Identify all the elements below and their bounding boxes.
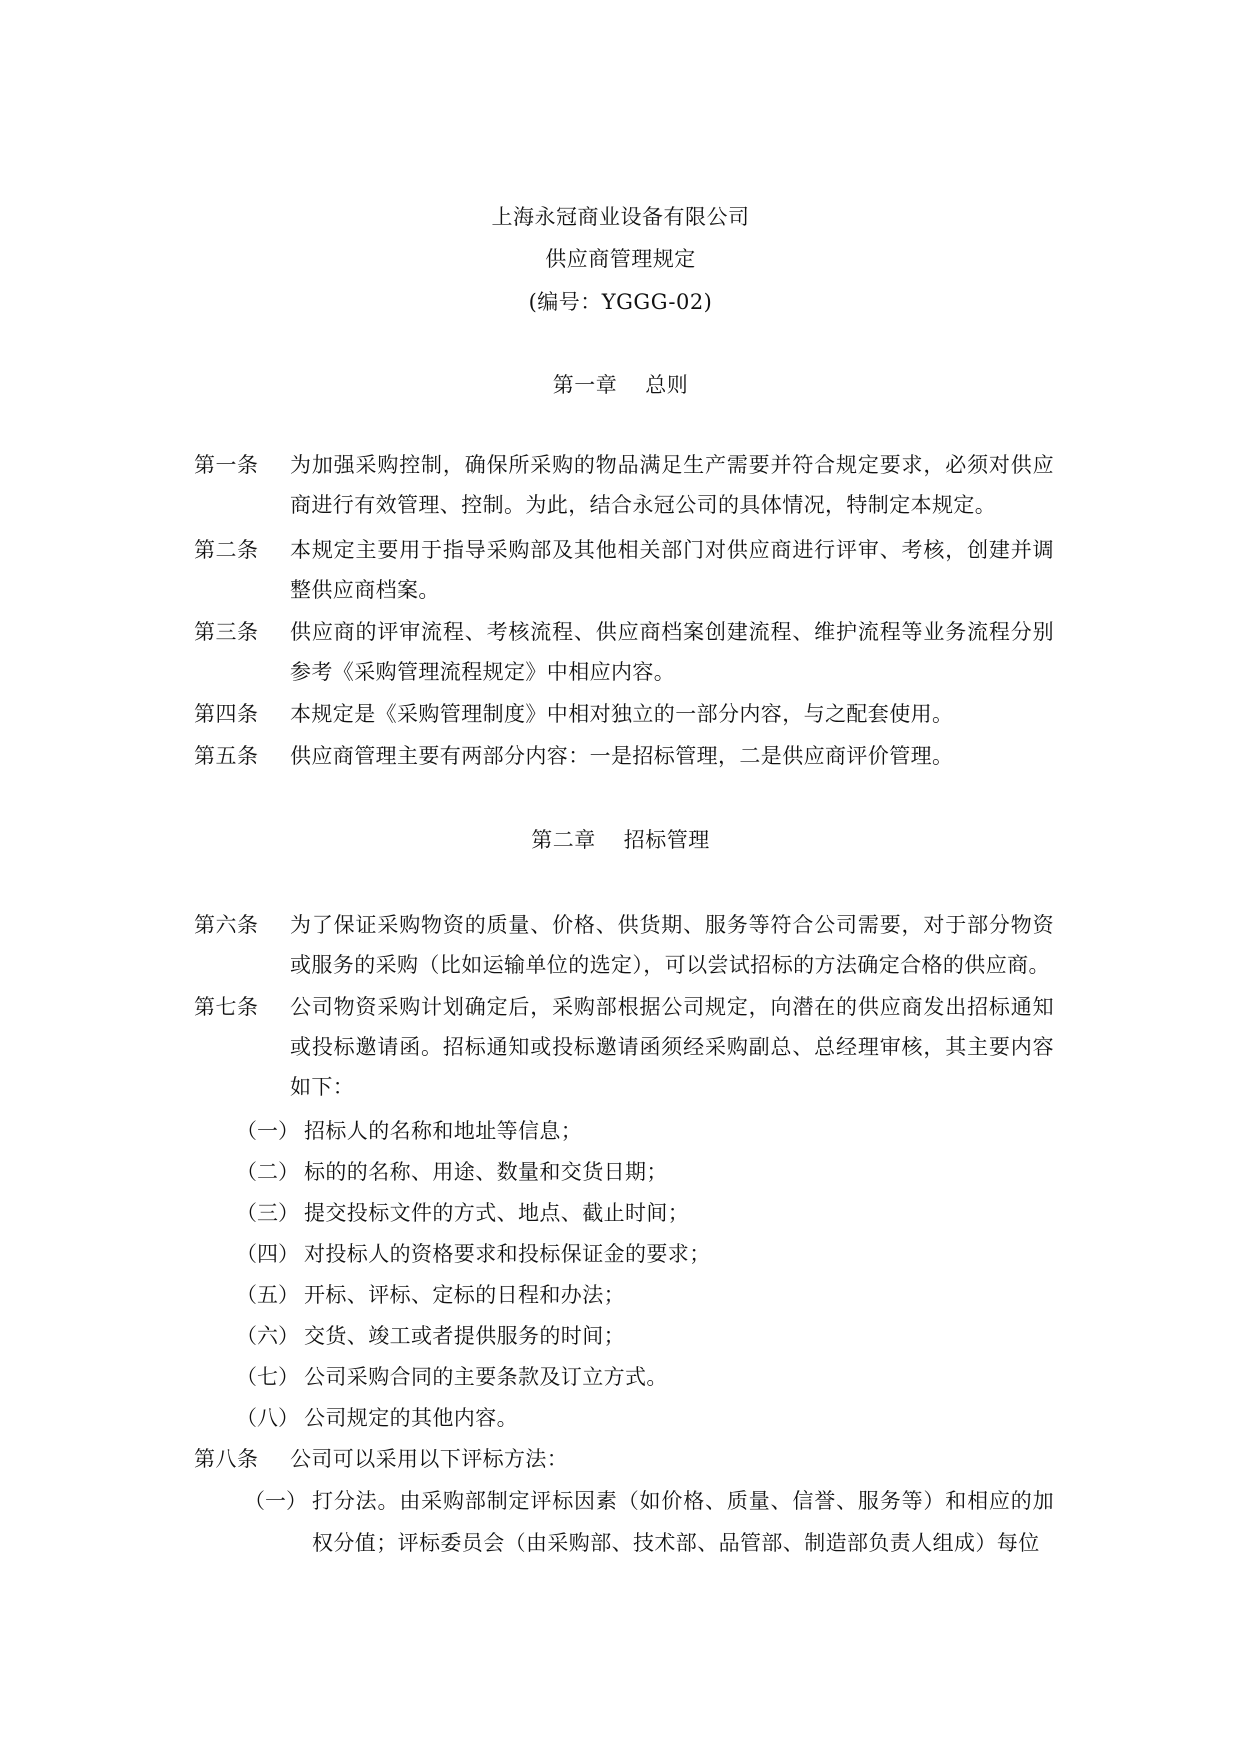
list-item-text: 打分法。由采购部制定评标因素（如价格、质量、信誉、服务等）和相应的加权分值；评标委员会（由采购部、技术部、品管部、制造部负责人组成）每位 bbox=[312, 1489, 1054, 1555]
chapter-number: 第二章 bbox=[531, 828, 596, 852]
chapter-heading bbox=[0, 370, 1241, 400]
list-item-text: 公司规定的其他内容。 bbox=[304, 1406, 518, 1430]
company-name: 上海永冠商业设备有限公司 bbox=[491, 205, 750, 229]
article-label: 第一条 bbox=[194, 453, 259, 477]
article-text: 公司物资采购计划确定后，采购部根据公司规定，向潜在的供应商发出招标通知或投标邀请函。招标通知或投标邀请函须经采购副总、总经理审核，其主要内容如下： bbox=[290, 995, 1054, 1099]
article-text: 供应商的评审流程、考核流程、供应商档案创建流程、维护流程等业务流程分别参考《采购管理流程规定》中相应内容。 bbox=[290, 620, 1054, 684]
list-item-text: 开标、评标、定标的日程和办法； bbox=[304, 1283, 625, 1307]
article-text: 为加强采购控制，确保所采购的物品满足生产需要并符合规定要求，必须对供应商进行有效管理、控制。为此，结合永冠公司的具体情况，特制定本规定。 bbox=[290, 453, 1054, 517]
article-text: 为了保证采购物资的质量、价格、供货期、服务等符合公司需要，对于部分物资或服务的采购（比如运输单位的选定），可以尝试招标的方法确定合格的供应商。 bbox=[290, 913, 1054, 977]
chapter-number: 第一章 bbox=[552, 373, 618, 397]
list-item-number: （七） bbox=[236, 1365, 299, 1389]
list-item-number: （三） bbox=[236, 1201, 299, 1225]
list-item-number: （六） bbox=[236, 1324, 299, 1348]
list-item-number: （八） bbox=[236, 1406, 299, 1430]
chapter-name: 总则 bbox=[645, 373, 689, 397]
list-item-number: （一） bbox=[244, 1489, 307, 1513]
list-item-number: （四） bbox=[236, 1242, 299, 1266]
document-title: 供应商管理规定 bbox=[545, 247, 696, 271]
document-code: (编号：YGGG-02) bbox=[528, 290, 713, 314]
list-item-text: 招标人的名称和地址等信息； bbox=[304, 1119, 583, 1143]
article-text: 供应商管理主要有两部分内容：一是招标管理，二是供应商评价管理。 bbox=[290, 744, 954, 768]
article-label: 第三条 bbox=[194, 620, 259, 644]
list-item-text: 交货、竣工或者提供服务的时间； bbox=[304, 1324, 625, 1348]
article-text: 本规定主要用于指导采购部及其他相关部门对供应商进行评审、考核，创建并调整供应商档案。 bbox=[290, 538, 1054, 602]
article-label: 第四条 bbox=[194, 702, 259, 726]
list-item-text: 提交投标文件的方式、地点、截止时间； bbox=[304, 1201, 690, 1225]
chapter-name: 招标管理 bbox=[623, 828, 710, 852]
list-item-text: 标的的名称、用途、数量和交货日期； bbox=[304, 1160, 668, 1184]
article-label: 第五条 bbox=[194, 744, 259, 768]
article-label: 第二条 bbox=[194, 538, 259, 562]
list-item-number: （五） bbox=[236, 1283, 299, 1307]
list-item-text: 对投标人的资格要求和投标保证金的要求； bbox=[304, 1242, 711, 1266]
list-item-number: （一） bbox=[236, 1119, 299, 1143]
article-label: 第七条 bbox=[194, 995, 259, 1019]
chapter-heading bbox=[0, 825, 1241, 855]
article-text: 公司可以采用以下评标方法： bbox=[290, 1447, 569, 1471]
article-text: 本规定是《采购管理制度》中相对独立的一部分内容，与之配套使用。 bbox=[290, 702, 954, 726]
list-item-number: （二） bbox=[236, 1160, 299, 1184]
article-label: 第六条 bbox=[194, 913, 259, 937]
article-label: 第八条 bbox=[194, 1447, 259, 1471]
list-item-text: 公司采购合同的主要条款及订立方式。 bbox=[304, 1365, 668, 1389]
